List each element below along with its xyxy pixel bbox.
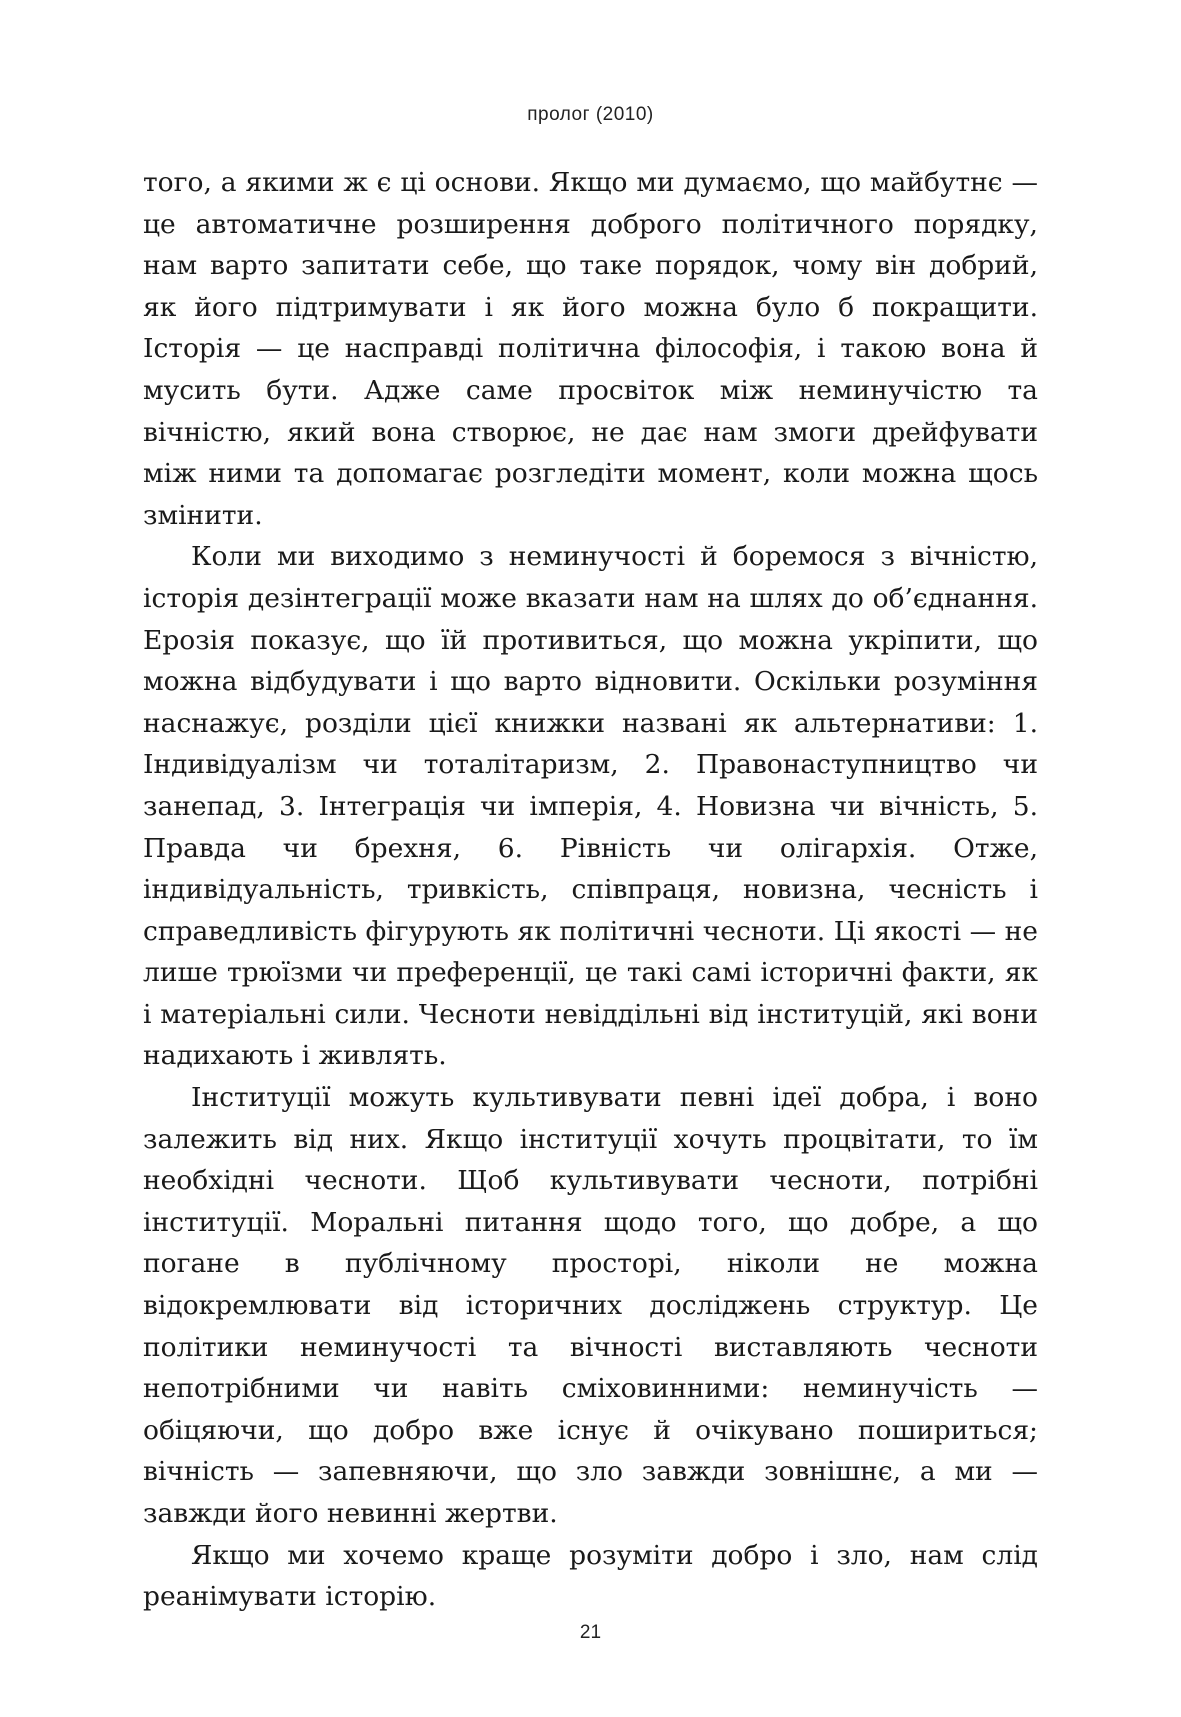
page-number: 21 [579, 1622, 602, 1643]
paragraph: того, а якими ж є ці основи. Якщо ми думаємо, що майбутнє — це автоматичне розширення доброго політичного порядку, нам варто запитати себе, що таке порядок, чому він добрий, як його підтримувати і як його можна було б покращити. Історія — це насправді політична філософія, і такою вона й мусить бути. Адже саме просвіток між неминучістю та вічністю, який вона створює, не дає нам змоги дрейфувати між ними та допомагає розгледіти момент, коли можна щось змінити. [143, 167, 1038, 531]
running-head: пролог (2010) [527, 104, 654, 125]
body-text [143, 162, 1038, 1618]
paragraph: Інституції можуть культивувати певні ідеї добра, і воно залежить від них. Якщо інституції хочуть процвітати, то їм необхідні чесноти. Щоб культивувати чесноти, потрібні інституції. Моральні питання щодо того, що добре, а що погане в публічному просторі, ніколи не можна відокремлювати від історичних досліджень структур. Це політики неминучості та вічності виставляють чесноти непотрібними чи навіть сміховинними: неминучість — обіцяючи, що добро вже існує й очікувано пошириться; вічність — запевняючи, що зло завжди зовнішнє, а ми — завжди його невинні жертви. [143, 1082, 1038, 1529]
paragraph: Коли ми виходимо з неминучості й боремося з вічністю, історія дезінтеграції може вказати нам на шлях до об’єднання. Ерозія показує, що їй противиться, що можна укріпити, що можна відбудувати і що варто відновити. Оскільки розуміння наснажує, розділи цієї книжки названі як альтернативи: 1. Індивідуалізм чи тоталітаризм, 2. Правонаступництво чи занепад, 3. Інтеграція чи імперія, 4. Новизна чи вічність, 5. Правда чи брехня, 6. Рівність чи олігархія. Отже, індивідуальність, тривкість, співпраця, новизна, чесність і справедливість фігурують як політичні чесноти. Ці якості — не лише трюїзми чи преференції, це такі самі історичні факти, як і матеріальні сили. Чесноти невіддільні від інституцій, які вони надихають і живлять. [143, 541, 1038, 1072]
paragraph: Якщо ми хочемо краще розуміти добро і зло, нам слід реанімувати історію. [143, 1539, 1038, 1613]
